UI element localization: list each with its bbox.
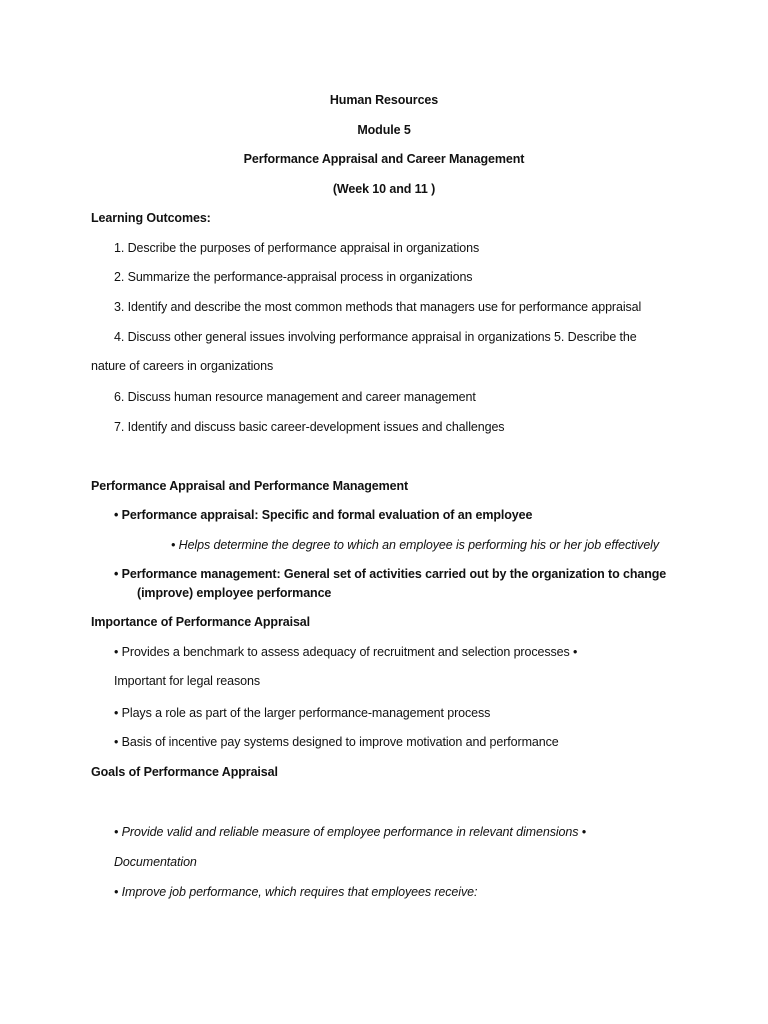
outcome-item: 4. Discuss other general issues involving performance appraisal in organizations 5. Describe the (114, 330, 637, 344)
week-label: (Week 10 and 11 ) (332, 182, 436, 196)
sub-bullet-helps-determine: • Helps determine the degree to which an employee is performing his or her job effectively (171, 538, 659, 552)
goals-item-continuation: Documentation (114, 855, 197, 869)
bullet-performance-management: • Performance management: General set of activities carried out by the organization to change (114, 567, 667, 581)
document-title: Performance Appraisal and Career Management (243, 152, 525, 166)
outcome-item: 3. Identify and describe the most common methods that managers use for performance appraisal (114, 300, 642, 314)
goals-item: • Improve job performance, which requires that employees receive: (114, 885, 478, 899)
outcome-item: 2. Summarize the performance-appraisal process in organizations (114, 270, 473, 284)
section-heading-importance: Importance of Performance Appraisal (91, 615, 311, 629)
course-title: Human Resources (329, 93, 439, 107)
importance-item: • Plays a role as part of the larger performance-management process (114, 706, 491, 720)
module-title: Module 5 (357, 123, 411, 137)
learning-outcomes-heading: Learning Outcomes: (91, 211, 211, 225)
outcome-item: 6. Discuss human resource management and career management (114, 390, 476, 404)
bullet-performance-management-continuation: (improve) employee performance (137, 586, 332, 600)
importance-item: • Provides a benchmark to assess adequacy of recruitment and selection processes • (114, 645, 578, 659)
goals-item: • Provide valid and reliable measure of employee performance in relevant dimensions • (114, 825, 587, 839)
outcome-item-continuation: nature of careers in organizations (91, 359, 274, 373)
outcome-item: 7. Identify and discuss basic career-development issues and challenges (114, 420, 505, 434)
bullet-performance-appraisal: • Performance appraisal: Specific and formal evaluation of an employee (114, 508, 533, 522)
section-heading-goals: Goals of Performance Appraisal (91, 765, 278, 779)
importance-item-continuation: Important for legal reasons (114, 674, 260, 688)
outcome-item: 1. Describe the purposes of performance appraisal in organizations (114, 241, 480, 255)
section-heading-pa-pm: Performance Appraisal and Performance Management (91, 479, 409, 493)
importance-item: • Basis of incentive pay systems designed to improve motivation and performance (114, 735, 559, 749)
